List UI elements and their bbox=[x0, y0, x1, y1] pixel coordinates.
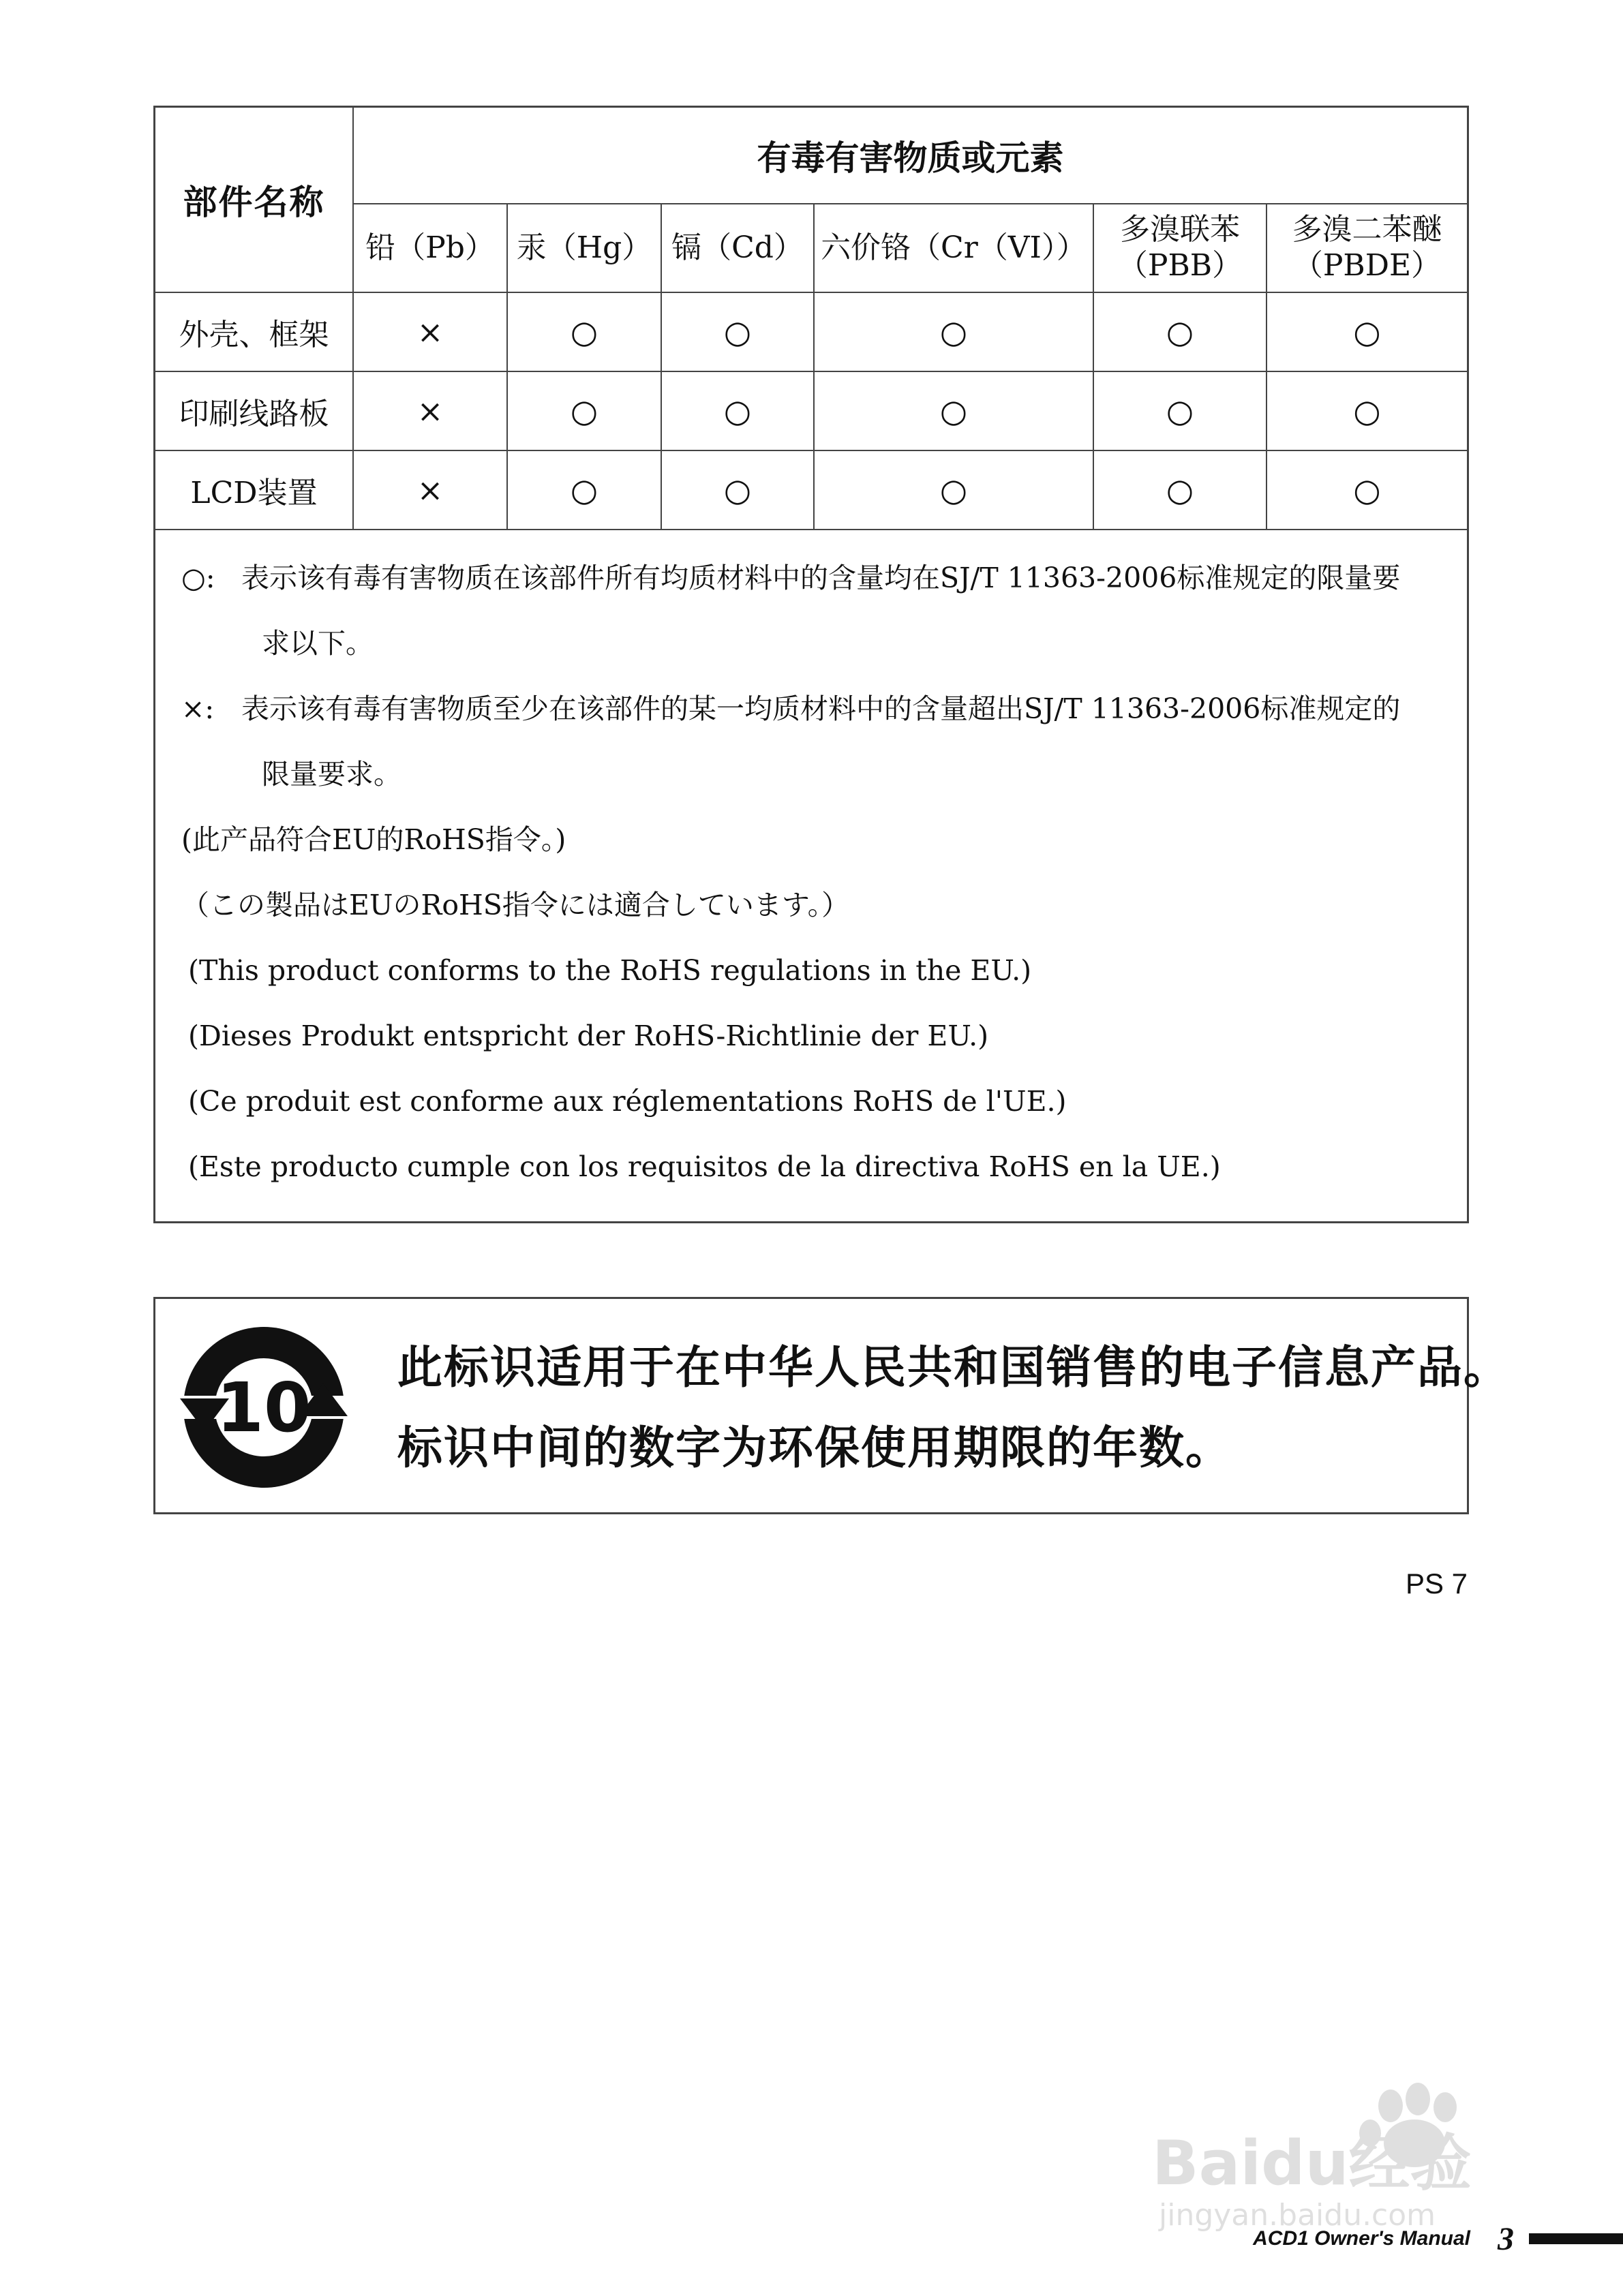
table-cell: ○ bbox=[1266, 371, 1467, 450]
table-cell: ○ bbox=[1093, 450, 1266, 530]
footer-bar bbox=[1529, 2233, 1623, 2244]
table-cell: ○ bbox=[1266, 292, 1467, 371]
watermark-brand: Baidu经验 bbox=[1152, 2128, 1472, 2199]
hazard-table bbox=[155, 108, 1467, 530]
model-code: PS 7 bbox=[1405, 1567, 1468, 1599]
baidu-watermark bbox=[1145, 2079, 1527, 2235]
table-cell: ○ bbox=[1093, 292, 1266, 371]
table-row bbox=[155, 371, 1467, 450]
header-part-name: 部件名称 bbox=[155, 108, 353, 292]
row-label: 印刷线路板 bbox=[155, 371, 353, 450]
note-spanish: (Este producto cumple con los requisitos de la directiva RoHS en la UE.) bbox=[188, 1150, 1221, 1183]
note-cross-continuation: 限量要求。 bbox=[262, 758, 401, 791]
table-row bbox=[155, 292, 1467, 371]
table-cell: × bbox=[353, 292, 507, 371]
table-cell: ○ bbox=[507, 292, 661, 371]
note-chinese: (此产品符合EU的RoHS指令。) bbox=[181, 823, 566, 856]
header-substance-pbde: 多溴二苯醚 （PBDE） bbox=[1266, 204, 1467, 292]
table-cell: ○ bbox=[507, 450, 661, 530]
header-hazard-group: 有毒有害物质或元素 bbox=[353, 108, 1467, 204]
footer-manual-title: ACD1 Owner's Manual bbox=[1253, 2227, 1470, 2250]
footer bbox=[1253, 2215, 1623, 2263]
header-substance-cadmium: 镉（Cd） bbox=[661, 204, 814, 292]
note-cross-text: 表示该有毒有害物质至少在该部件的某一均质材料中的含量超出SJ/T 11363-2006标准规定的 bbox=[241, 692, 1401, 725]
efup-text bbox=[397, 1328, 1510, 1488]
note-english: (This product conforms to the RoHS regulations in the EU.) bbox=[188, 954, 1032, 987]
row-label: LCD装置 bbox=[155, 450, 353, 530]
table-cell: ○ bbox=[814, 292, 1093, 371]
note-japanese: （この製品はEUのRoHS指令には適合しています。） bbox=[181, 889, 850, 921]
table-cell: ○ bbox=[814, 450, 1093, 530]
page-number: 3 bbox=[1498, 2220, 1514, 2257]
table-cell: ○ bbox=[507, 371, 661, 450]
table-cell: ○ bbox=[1266, 450, 1467, 530]
note-circle bbox=[181, 545, 1440, 611]
efup-line-2: 标识中间的数字为环保使用期限的年数。 bbox=[397, 1422, 1232, 1474]
note-french: (Ce produit est conforme aux réglementations RoHS de l'UE.) bbox=[188, 1085, 1067, 1118]
rohs-notes bbox=[155, 530, 1467, 1199]
note-circle-continuation: 求以下。 bbox=[262, 627, 374, 660]
note-circle-text: 表示该有毒有害物质在该部件所有均质材料中的含量均在SJ/T 11363-2006标准规定的限量要 bbox=[241, 562, 1401, 594]
cross-symbol: ×: bbox=[181, 692, 215, 725]
table-cell: ○ bbox=[1093, 371, 1266, 450]
table-cell: ○ bbox=[814, 371, 1093, 450]
table-cell: × bbox=[353, 371, 507, 450]
row-label: 外壳、框架 bbox=[155, 292, 353, 371]
table-cell: ○ bbox=[661, 450, 814, 530]
table-cell: ○ bbox=[661, 292, 814, 371]
table-row bbox=[155, 450, 1467, 530]
efup-number: 10 bbox=[216, 1368, 312, 1448]
header-substance-chromium: 六价铬（Cr（VI）） bbox=[814, 204, 1093, 292]
header-substance-lead: 铅（Pb） bbox=[353, 204, 507, 292]
header-substance-mercury: 汞（Hg） bbox=[507, 204, 661, 292]
note-german: (Dieses Produkt entspricht der RoHS-Richtlinie der EU.) bbox=[188, 1020, 989, 1052]
efup-box bbox=[153, 1297, 1510, 1514]
header-substance-pbb: 多溴联苯 （PBB） bbox=[1093, 204, 1266, 292]
efup-recycle-icon bbox=[179, 1322, 349, 1493]
table-cell: ○ bbox=[661, 371, 814, 450]
efup-line-1: 此标识适用于在中华人民共和国销售的电子信息产品。 bbox=[397, 1341, 1510, 1394]
rohs-table-box bbox=[153, 106, 1469, 1223]
circle-symbol: ○: bbox=[181, 562, 215, 594]
note-cross bbox=[181, 676, 1440, 741]
watermark-url: jingyan.baidu.com bbox=[1159, 2198, 1436, 2233]
table-cell: × bbox=[353, 450, 507, 530]
